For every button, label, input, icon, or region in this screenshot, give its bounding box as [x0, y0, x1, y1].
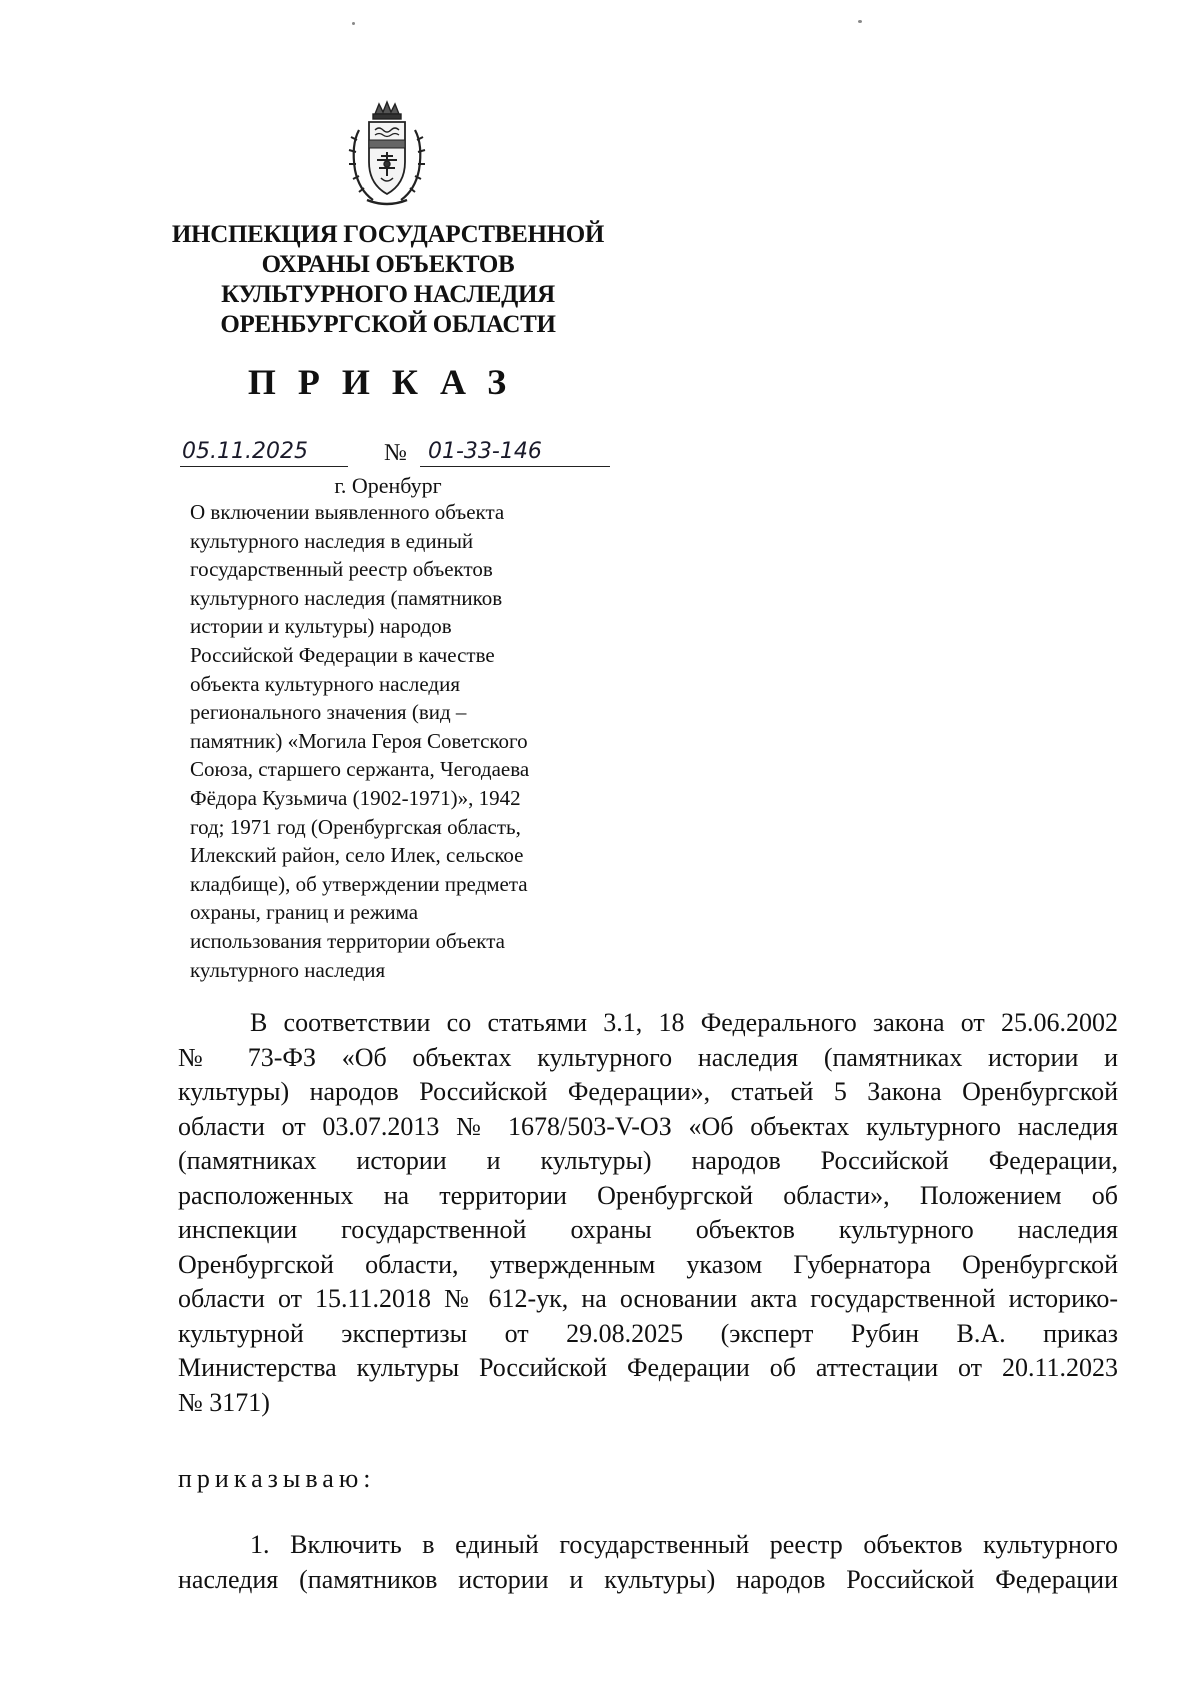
organization-name [170, 220, 606, 340]
date-number-line [180, 436, 610, 472]
subject-line: регионального значения (вид – [190, 700, 467, 725]
organization-name-line: ОХРАНЫ ОБЪЕКТОВ [261, 251, 515, 278]
preamble-line: области от 15.11.2018 № 612-ук, на основании акта государственной историко- [178, 1284, 1118, 1313]
coat-of-arms-icon [337, 100, 437, 210]
point-1-line: 1. Включить в единый государственный реестр объектов культурного [250, 1530, 1118, 1559]
subject-line: объекта культурного наследия [190, 671, 460, 696]
preamble-line: инспекции государственной охраны объектов культурного наследия [178, 1215, 1118, 1244]
preamble-line: № 73-ФЗ «Об объектах культурного наследия (памятниках истории и [178, 1042, 1118, 1072]
subject-heading [190, 498, 610, 984]
subject-line: год; 1971 год (Оренбургская область, [190, 814, 521, 839]
handwritten-number: 01-33-146 [428, 439, 542, 464]
subject-line: культурного наследия [190, 957, 386, 982]
subject-line: государственный реестр объектов [190, 557, 493, 582]
preamble-line: (памятниках истории и культуры) народов Российской Федерации, [178, 1146, 1118, 1175]
subject-line: памятник) «Могила Героя Советского [190, 728, 528, 753]
subject-line: культурного наследия (памятников [190, 585, 503, 610]
preamble-line: Министерства культуры Российской Федерации об аттестации от 20.11.2023 [178, 1353, 1118, 1382]
subject-line: О включении выявленного объекта [190, 500, 505, 524]
preamble-line: культурной экспертизы от 29.08.2025 (эксперт Рубин В.А. приказ [178, 1318, 1118, 1348]
preamble-paragraph [178, 1006, 1118, 1420]
preamble-line: расположенных на территории Оренбургской области», Положением об [178, 1180, 1118, 1210]
subject-line: культурного наследия в единый [190, 528, 474, 553]
organization-name-line: ИНСПЕКЦИЯ ГОСУДАРСТВЕННОЙ [171, 221, 605, 248]
order-word: приказываю: [178, 1464, 376, 1493]
subject-line: использования территории объекта [190, 928, 505, 953]
subject-line: кладбище), об утверждении предмета [190, 871, 528, 896]
point-1-line: наследия (памятников истории и культуры) народов Российской Федерации [178, 1564, 1118, 1594]
scan-speck [352, 22, 355, 25]
document-type-title: ПРИКАЗ [247, 362, 529, 402]
preamble-line: № 3171) [178, 1387, 270, 1417]
subject-line: Илекский район, село Илек, сельское [190, 843, 524, 868]
date-field [180, 436, 348, 467]
subject-line: Российской Федерации в качестве [190, 642, 495, 667]
city-label: г. Оренбург [334, 473, 442, 498]
preamble-line: культуры) народов Российской Федерации», статьей 5 Закона Оренбургской [178, 1077, 1118, 1106]
subject-line: Фёдора Кузьмича (1902-1971)», 1942 [190, 785, 521, 810]
subject-line: Союза, старшего сержанта, Чегодаева [190, 757, 530, 782]
preamble-line: Оренбургской области, утвержденным указом Губернатора Оренбургской [178, 1249, 1118, 1279]
preamble-line: области от 03.07.2013 № 1678/503-V-ОЗ «Об объектах культурного наследия [178, 1111, 1118, 1141]
order-point-1 [178, 1528, 1118, 1597]
subject-line: истории и культуры) народов [190, 614, 452, 639]
preamble-line: В соответствии со статьями 3.1, 18 Федерального закона от 25.06.2002 [250, 1008, 1118, 1037]
subject-line: охраны, границ и режима [190, 900, 419, 925]
organization-name-line: ОРЕНБУРГСКОЙ ОБЛАСТИ [220, 311, 556, 338]
handwritten-date: 05.11.2025 [182, 439, 308, 464]
number-sign: № [384, 440, 407, 466]
organization-name-line: КУЛЬТУРНОГО НАСЛЕДИЯ [221, 281, 555, 308]
scan-speck [858, 20, 862, 23]
number-field [420, 436, 610, 467]
